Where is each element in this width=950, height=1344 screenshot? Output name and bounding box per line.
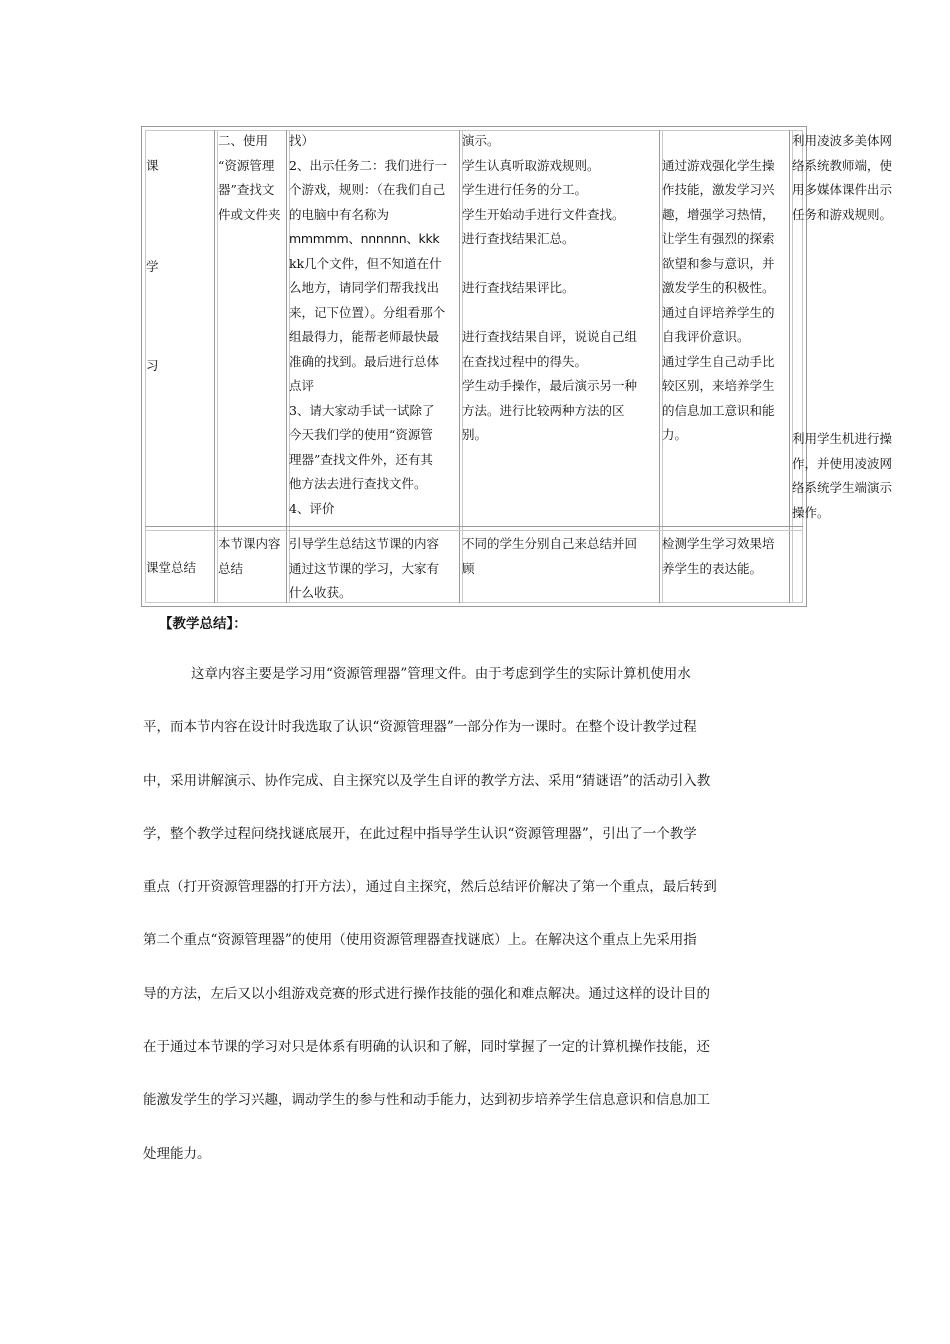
cell-line: 的信息加工意识和能 xyxy=(662,402,775,418)
cell-line: 激发学生的积极性。 xyxy=(662,280,775,295)
cell-line: 个游戏，规则：（在我们自己 xyxy=(289,182,446,197)
row-label-char: 学 xyxy=(146,259,159,274)
paragraph-line: 导的方法，左后又以小组游戏竞赛的形式进行操作技能的强化和难点解决。通过这样的设计目的 xyxy=(143,985,710,1002)
cell-line: 找） xyxy=(289,133,315,148)
cell-line: 学生认真听取游戏规则。 xyxy=(462,157,600,173)
summary-paragraph xyxy=(143,648,811,1181)
cell-line: 任务和游戏规则。 xyxy=(792,206,893,222)
cell-line: 利用学生机进行操 xyxy=(792,431,893,446)
cell-line: 络系统学生端演示 xyxy=(792,480,893,495)
cell-line: 趣，增强学习热情， xyxy=(662,206,775,222)
paragraph-line: 在于通过本节课的学习对只是体系有明确的认识和了解，同时掌握了一定的计算机操作技能，还 xyxy=(143,1039,710,1056)
paragraph-line: 处理能力。 xyxy=(143,1145,211,1162)
row1-section-cell xyxy=(218,129,288,227)
paragraph-line: 中，采用讲解演示、协作完成、自主探究以及学生自评的教学方法、采用“猜谜语”的活动引入教 xyxy=(143,772,711,789)
cell-line: 件或文件夹 xyxy=(218,206,281,222)
cell-line: 引导学生总结这节课的内容 xyxy=(289,536,440,551)
cell-line: 用多媒体课件出示 xyxy=(792,182,893,197)
cell-line: “资源管理 xyxy=(218,157,275,173)
cell-line: 学生开始动手进行文件查找。 xyxy=(462,206,625,222)
cell-line: 顾 xyxy=(462,560,475,576)
row1-teacher-activity-cell xyxy=(289,129,461,521)
cell-line: 自我评价意识。 xyxy=(662,329,750,344)
cell-line: 在查找过程中的得失。 xyxy=(462,353,588,369)
row1-media-cell xyxy=(792,129,912,227)
row-label-char: 习 xyxy=(146,358,159,373)
cell-line: 不同的学生分别自己来总结并回 xyxy=(462,536,638,551)
row2-design-intent-cell xyxy=(662,532,792,581)
cell-line: 让学生有强烈的探索 xyxy=(662,231,775,246)
cell-line: 利用凌波多美体网 xyxy=(792,133,893,148)
cell-line: 本节课内容 xyxy=(218,536,281,551)
paragraph-line: 这章内容主要是学习用“资源管理器”管理文件。由于考虑到学生的实际计算机使用水 xyxy=(191,666,691,682)
cell-line: 欲望和参与意识，并 xyxy=(662,255,775,271)
cell-line: 二、使用 xyxy=(218,133,269,148)
cell-line: 4、评价 xyxy=(289,500,335,516)
cell-line: 养学生的表达能。 xyxy=(662,560,763,576)
cell-line: 么地方，请同学们帮我找出 xyxy=(289,280,440,295)
row-label-summary: 课堂总结 xyxy=(146,560,197,575)
row2-student-activity-cell xyxy=(462,532,662,581)
row-divider xyxy=(145,526,803,527)
cell-line: 学生进行任务的分工。 xyxy=(462,182,588,197)
row-label-char: 课 xyxy=(146,158,159,173)
cell-line: 组最得力，能帮老师最快最 xyxy=(289,329,440,344)
cell-line: 操作。 xyxy=(792,504,830,520)
summary-heading: 【教学总结】： xyxy=(159,616,247,632)
paragraph-line: 重点（打开资源管理器的打开方法），通过自主探究，然后总结评价解决了第一个重点，最后转到 xyxy=(143,879,717,896)
cell-line: 学生动手操作，最后演示另一种 xyxy=(462,378,638,393)
paragraph-line: 平，而本节内容在设计时我选取了认识“资源管理器”一部分作为一课时。在整个设计教学过程 xyxy=(143,719,697,736)
paragraph-line: 学，整个教学过程问绕找谜底展开，在此过程中指导学生认识“资源管理器”，引出了一个教学 xyxy=(143,825,697,842)
cell-line: 通过游戏强化学生操 xyxy=(662,157,775,173)
cell-line: 什么收获。 xyxy=(289,585,352,600)
row2-teacher-activity-cell xyxy=(289,532,461,606)
cell-line: 的电脑中有名称为 xyxy=(289,206,390,222)
cell-line: 点评 xyxy=(289,378,315,393)
cell-line: 作技能，激发学习兴 xyxy=(662,182,775,197)
paragraph-line: 第二个重点“资源管理器”的使用（使用资源管理器查找谜底）上。在解决这个重点上先采用指 xyxy=(143,932,697,949)
cell-line: 络系统教师端，使 xyxy=(792,157,893,173)
cell-line: 别。 xyxy=(462,427,488,442)
cell-line: 今天我们学的使用“资源管 xyxy=(289,427,433,442)
row1-student-activity-cell xyxy=(462,129,662,448)
cell-line: 检测学生学习效果培 xyxy=(662,536,775,551)
col-divider xyxy=(214,130,215,603)
cell-line: 进行查找结果汇总。 xyxy=(462,231,575,246)
cell-line: 演示。 xyxy=(462,133,500,148)
row1-design-intent-cell xyxy=(662,129,792,448)
row1-media-cell-2 xyxy=(792,427,912,525)
cell-line: 通过这节课的学习，大家有 xyxy=(289,560,440,576)
cell-line: 较区别，来培养学生 xyxy=(662,378,775,393)
cell-line: 3、请大家动手试一试除了 xyxy=(289,402,435,418)
cell-line: 理器”查找文件外，还有其 xyxy=(289,451,433,467)
row2-section-cell xyxy=(218,532,288,581)
cell-line: 准确的找到。最后进行总体 xyxy=(289,353,440,369)
row-divider xyxy=(145,530,803,531)
cell-line: 进行查找结果自评，说说自己组 xyxy=(462,329,638,344)
cell-line: kk几个文件，但不知道在什 xyxy=(289,255,442,271)
cell-line: 力。 xyxy=(662,427,688,442)
paragraph-line: 能激发学生的学习兴趣，调动学生的参与性和动手能力，达到初步培养学生信息意识和信息加工 xyxy=(143,1092,710,1109)
cell-line: 总结 xyxy=(218,560,244,576)
cell-line: 通过自评培养学生的 xyxy=(662,304,775,320)
cell-line: 来，记下位置）。分组看那个 xyxy=(289,304,446,320)
cell-line: 通过学生自己动手比 xyxy=(662,353,775,369)
cell-line: 方法。进行比较两种方法的区 xyxy=(462,402,625,418)
cell-line: 器”查找文 xyxy=(218,182,275,197)
cell-line: mmmmm、nnnnnn、kkk xyxy=(289,231,440,246)
cell-line: 他方法去进行查找文件。 xyxy=(289,476,427,491)
cell-line: 进行查找结果评比。 xyxy=(462,280,575,295)
cell-line: 作，并使用凌波网 xyxy=(792,455,893,471)
cell-line: 2、出示任务二：我们进行一 xyxy=(289,157,447,173)
